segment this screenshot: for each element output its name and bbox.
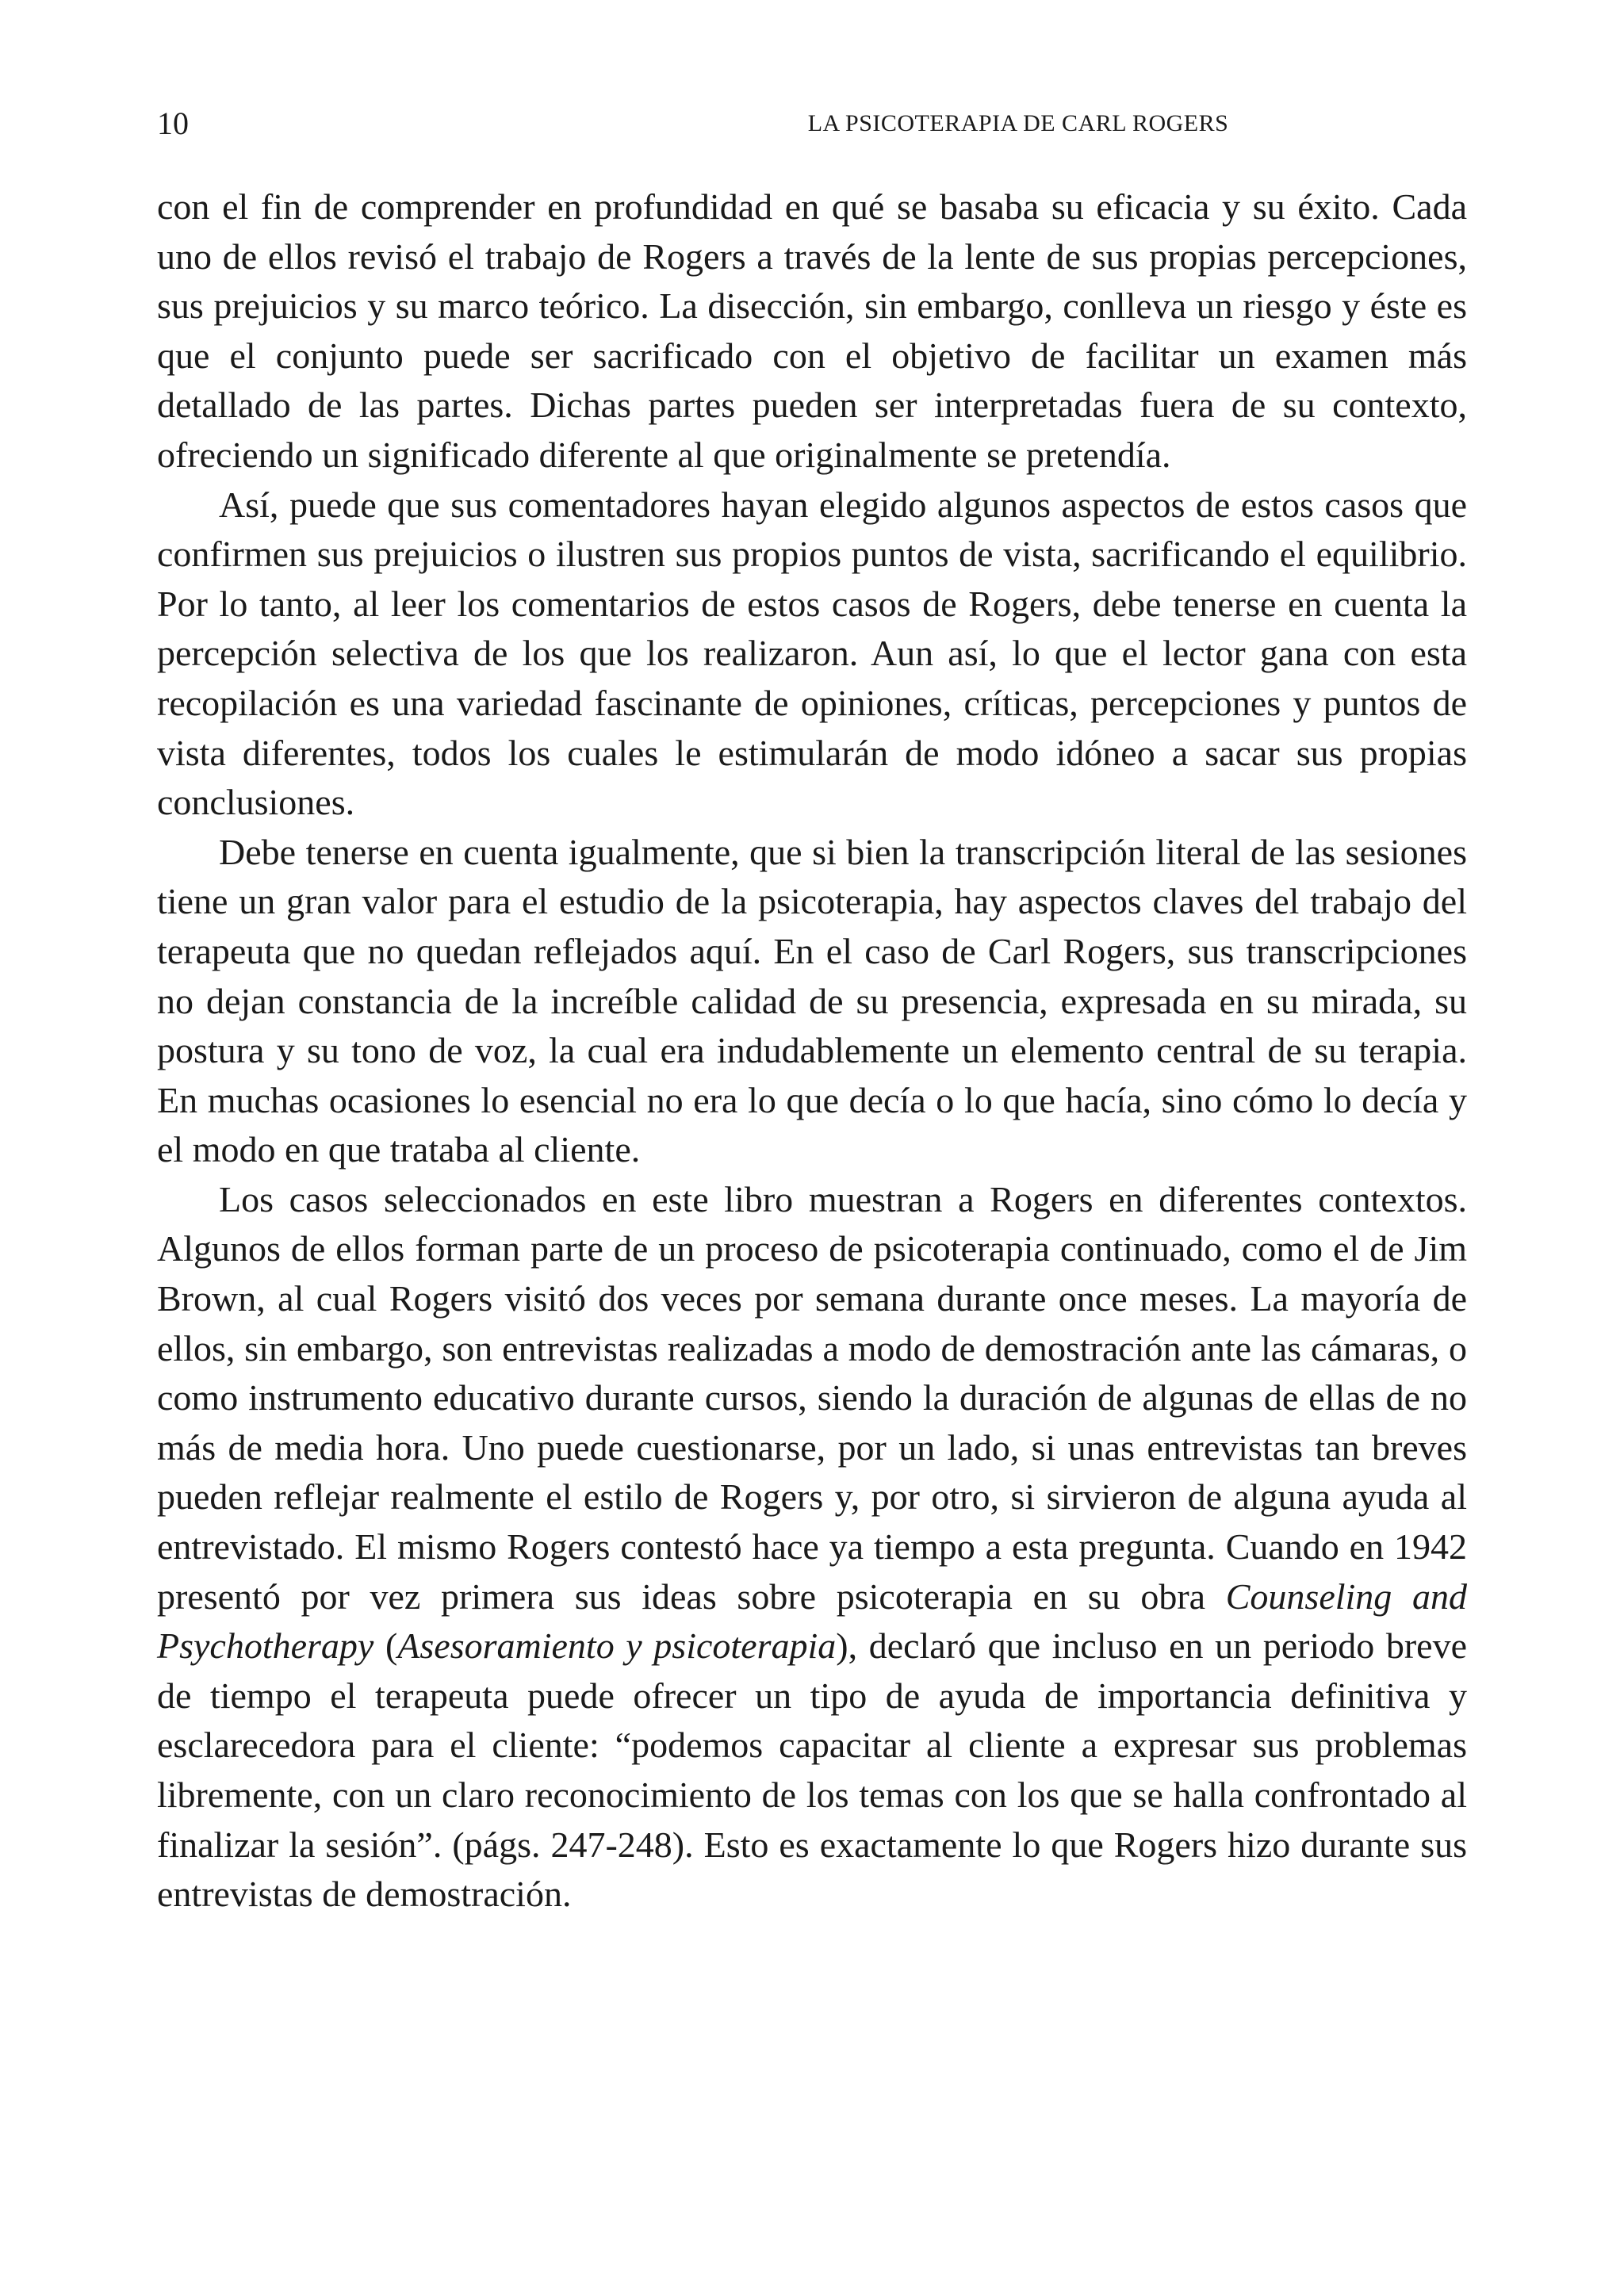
page-number: 10 <box>157 105 189 141</box>
paragraph-4-text-c: ), declaró que incluso en un periodo breve de tiempo el terapeuta puede ofrecer un tipo de ayuda de importancia definitiva y esclarecedora para el cliente: “podemos capacitar al cliente a expresar sus problemas libremente, con un claro reconocimiento de los temas con los que se halla confrontado al finalizar la sesión”. (págs. 247-248). Esto es exactamente lo que Rogers hizo durante sus entrevistas de demostración. <box>157 1625 1467 1915</box>
paragraph-1: con el fin de comprender en profundidad en qué se basaba su eficacia y su éxito. Cada uno de ellos revisó el trabajo de Rogers a través de la lente de sus propias percepciones, sus prejuicios y su marco teórico. La disección, sin embargo, conlleva un riesgo y éste es que el conjunto puede ser sacrificado con el objetivo de facilitar un examen más detallado de las partes. Dichas partes pueden ser interpretadas fuera de su contexto, ofreciendo un significado diferente al que originalmente se pretendía. <box>157 186 1467 475</box>
paragraph-4 <box>157 1175 1467 1920</box>
body-text <box>157 182 1467 1920</box>
running-head <box>157 100 1467 147</box>
paragraph-4-text-b: ( <box>373 1625 398 1667</box>
paragraph-4-text-a: Los casos seleccionados en este libro muestran a Rogers en diferentes contextos. Algunos de ellos forman parte de un proceso de psicoterapia continuado, como el de Jim Brown, al cual Rogers visitó dos veces por semana durante once meses. La mayoría de ellos, sin embargo, son entrevistas realizadas a modo de demostración ante las cámaras, o como instrumento educativo durante cursos, siendo la duración de algunas de ellas de no más de media hora. Uno puede cuestionarse, por un lado, si unas entrevistas tan breves pueden reflejar realmente el estilo de Rogers y, por otro, si sirvieron de alguna ayuda al entrevistado. El mismo Rogers contestó hace ya tiempo a esta pregunta. Cuando en 1942 presentó por vez primera sus ideas sobre psicoterapia en su obra <box>157 1178 1467 1617</box>
book-title-english: Counseling and Psychotherapy <box>157 1575 1467 1667</box>
paragraph-3: Debe tenerse en cuenta igualmente, que si bien la transcripción literal de las sesiones tiene un gran valor para el estudio de la psicoterapia, hay aspectos claves del trabajo del terapeuta que no quedan reflejados aquí. En el caso de Carl Rogers, sus transcripciones no dejan constancia de la increíble calidad de su presencia, expresada en su mirada, su postura y su tono de voz, la cual era indudablemente un elemento central de su terapia. En muchas ocasiones lo esencial no era lo que decía o lo que hacía, sino cómo lo decía y el modo en que trataba al cliente. <box>157 831 1467 1170</box>
book-title-spanish: Asesoramiento y psicoterapia <box>397 1625 837 1667</box>
running-title: LA PSICOTERAPIA DE CARL ROGERS <box>807 110 1229 136</box>
paragraph-2: Así, puede que sus comentadores hayan elegido algunos aspectos de estos casos que confirmen sus prejuicios o ilustren sus propios puntos de vista, sacrificando el equilibrio. Por lo tanto, al leer los comentarios de estos casos de Rogers, debe tenerse en cuenta la percepción selectiva de los que los realizaron. Aun así, lo que el lector gana con esta recopilación es una variedad fascinante de opiniones, críticas, percepciones y puntos de vista diferentes, todos los cuales le estimularán de modo idóneo a sacar sus propias conclusiones. <box>157 484 1467 823</box>
